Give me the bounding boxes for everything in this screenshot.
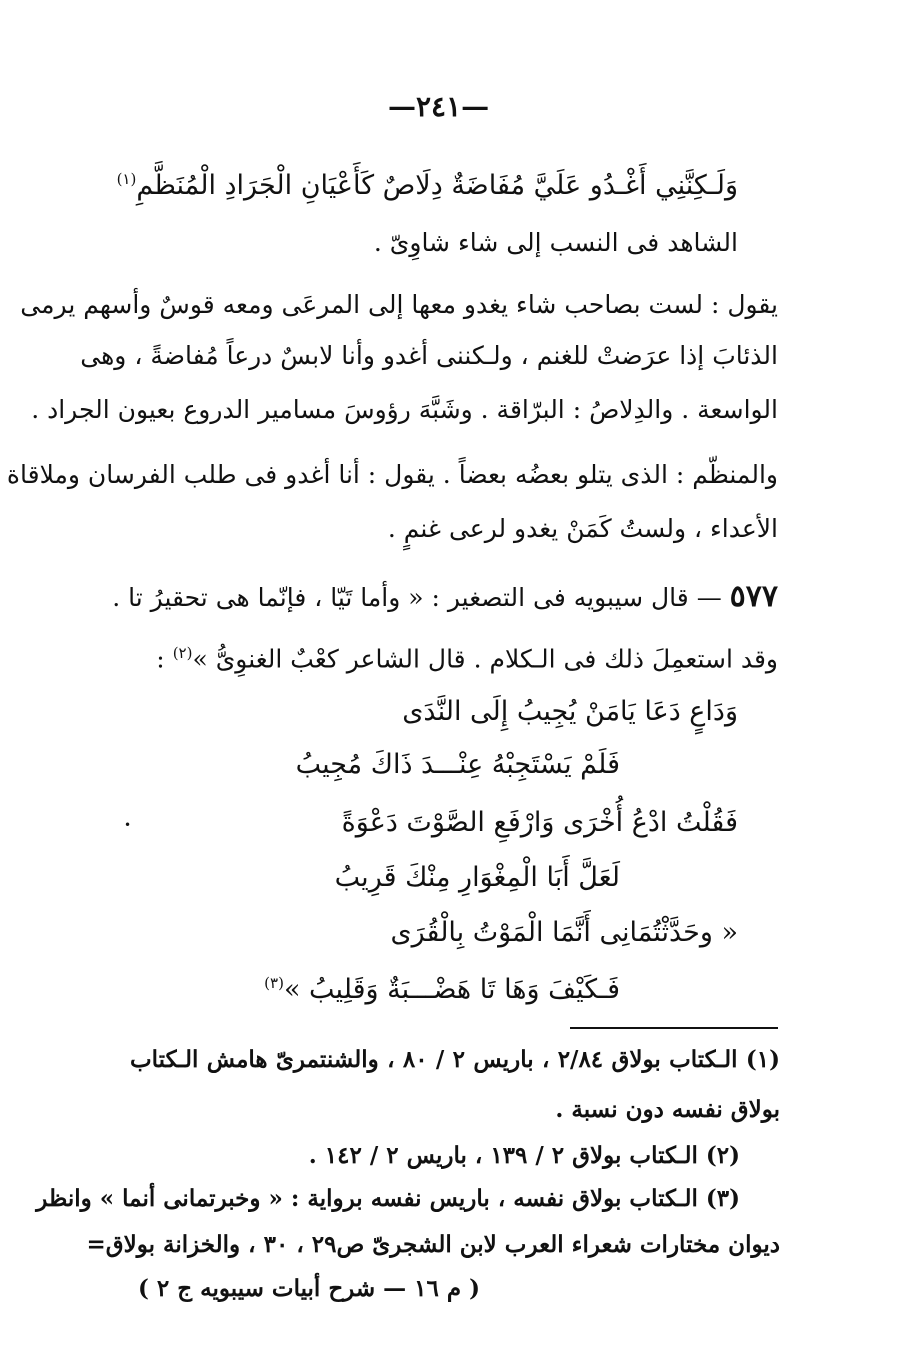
footnote-ref-3: (٣) [264,974,284,992]
commentary-line: الذئابَ إذا عرَضتْ للغنم ، ولـكننى أغدو وأنا لابسٌ درعاً مُفاضةً ، وهى [80,341,778,370]
footnote-2: (٢) الـكتاب بولاق ٢ / ١٣٩ ، باريس ٢ / ١٤٢ . [308,1142,740,1169]
footnote-3-line-1: (٣) الـكتاب بولاق نفسه ، باريس نفسه برواية : « وخبرتمانى أنما » وانظر [36,1185,740,1212]
poem-line: وَدَاعٍ دَعَا يَامَنْ يُجِيبُ إِلَى النَّدَى [402,696,738,727]
witness-line: الشاهد فى النسب إلى شاء شاوِىّ . [373,228,738,257]
poem-line: « وحَدَّثْتُمَانِى أَنَّمَا الْمَوْتُ بِالْقُرَى [390,917,738,948]
footnote-rule [570,1027,778,1029]
section-line-2-colon: : [156,644,165,674]
commentary-line: يقول : لست بصاحب شاء يغدو معها إلى المرعَى ومعه قوسٌ وأسهم يرمى [20,290,778,319]
poem-line [120,966,620,1007]
footnote-3-line-2 [86,1229,780,1261]
footnote-1-line-1: (١) الـكتاب بولاق ٢/٨٤ ، باريس ٢ / ٨٠ ، والشنتمرىّ هامش الـكتاب [130,1046,780,1073]
poem-line: لَعَلَّ أَبَا الْمِغْوَارِ مِنْكَ قَرِيبُ [334,862,620,893]
poem-last-verse: فَـكَيْفَ وَهَا تَا هَضْـــبَةٌ وَقَلِيبُ » [283,974,620,1005]
section-number: ٥٧٧ [729,579,778,614]
section-line-2: وقد استعمِلَ ذلك فى الـكلام . قال الشاعر كعْبٌ الغنوِىُّ » [192,644,778,674]
opening-verse [118,162,738,203]
footnote-ref-2: (٢) [172,644,193,662]
poem-line: فَقُلْتُ ادْعُ أُخْرَى وَارْفَعِ الصَّوْتَ دَعْوَةً [341,807,738,838]
section-line-1: — قال سيبويه فى التصغير : « وأما تَيّا ، فإنّما هى تحقيرُ تا . [112,583,722,612]
print-speck: • [124,818,132,832]
section-heading-line [112,579,778,615]
commentary-line: الأعداء ، ولستُ كَمَنْ يغدو لرعى غنمٍ . [387,514,778,543]
opening-verse-text: وَلَـكِنَّنِي أَغْـدُو عَلَيَّ مُفَاضَةٌ دِلَاصٌ كَأَعْيَانِ الْجَرَادِ الْمُنَظَّمِ [136,170,738,201]
page-number: —٢٤١— [388,90,490,123]
commentary-line: الواسعة . والدِلاصُ : البرّاقة . وشَبَّهَ رؤوسَ مسامير الدروع بعيون الجراد . [31,395,778,424]
footnote-1-line-2: بولاق نفسه دون نسبة . [555,1096,780,1123]
continuation-mark: = [86,1231,106,1258]
footnote-ref-1: (١) [116,170,137,188]
footnote-3-line-2-text: ديوان مختارات شعراء العرب لابن الشجرىّ ص٢٩ ، ٣٠ ، والخزانة بولاق [105,1231,780,1258]
signature-line: ( م ١٦ — شرح أبيات سيبويه ج ٢ ) [138,1275,480,1302]
commentary-line: والمنظّم : الذى يتلو بعضُه بعضاً . يقول : أنا أغدو فى طلب الفرسان وملاقاة [6,460,778,489]
poem-line: فَلَمْ يَسْتَجِبْهُ عِنْـــدَ ذَاكَ مُجِيبُ [295,749,620,780]
section-line [156,636,778,676]
